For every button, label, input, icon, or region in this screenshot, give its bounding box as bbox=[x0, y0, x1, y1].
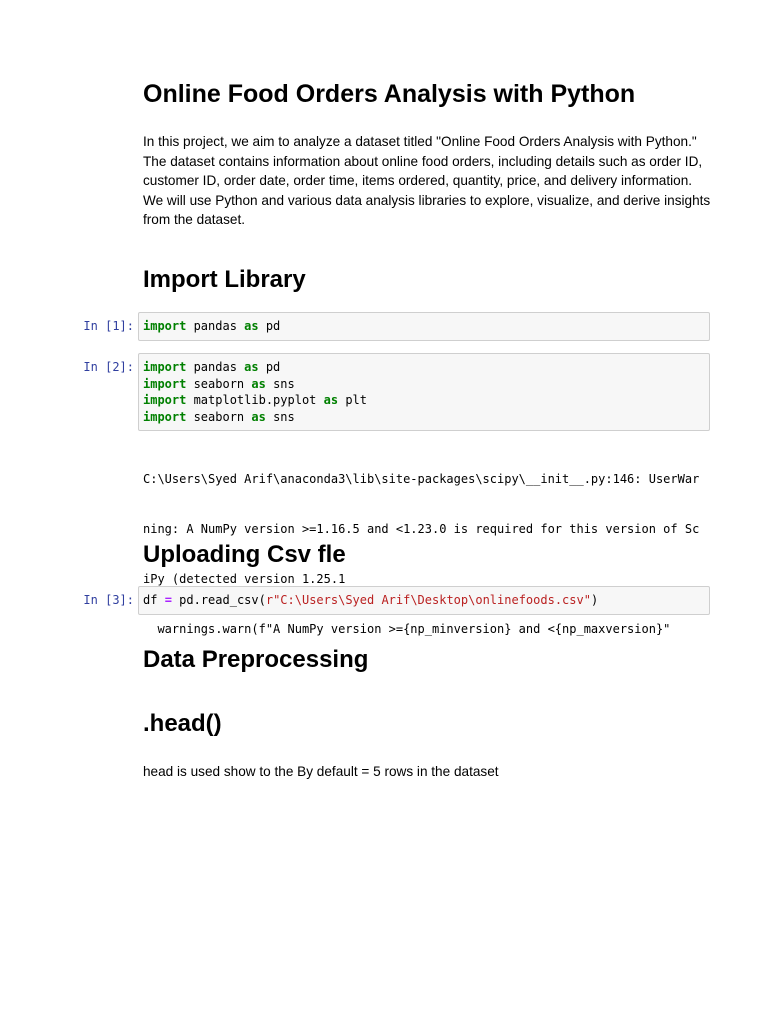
code-text: df bbox=[143, 593, 165, 607]
code-line bbox=[143, 392, 705, 409]
keyword: import bbox=[143, 319, 187, 333]
keyword: import bbox=[143, 360, 187, 374]
code-text: sns bbox=[265, 376, 295, 391]
code-line bbox=[143, 376, 705, 393]
code-text: seaborn bbox=[186, 409, 252, 424]
code-cell-1[interactable] bbox=[138, 312, 710, 341]
code-text: pandas bbox=[186, 319, 245, 333]
code-cell-2[interactable] bbox=[138, 353, 710, 431]
code-cell-3[interactable] bbox=[138, 586, 710, 615]
keyword: as bbox=[251, 409, 266, 424]
heading-data-preprocessing: Data Preprocessing bbox=[143, 646, 369, 673]
output-line: warnings.warn(f"A NumPy version >={np_minversion} and <{np_maxversion}" bbox=[143, 621, 671, 636]
code-text: seaborn bbox=[186, 376, 252, 391]
code-text: plt bbox=[338, 393, 367, 408]
code-text: pd bbox=[258, 360, 281, 374]
code-line bbox=[143, 318, 705, 335]
code-text: ) bbox=[590, 593, 599, 607]
code-line bbox=[143, 592, 705, 609]
keyword: as bbox=[251, 376, 266, 391]
operator: = bbox=[164, 593, 172, 607]
keyword: as bbox=[244, 319, 259, 333]
heading-import-library: Import Library bbox=[143, 266, 306, 293]
code-text: pandas bbox=[186, 360, 245, 374]
output-line: iPy (detected version 1.25.1 bbox=[143, 571, 346, 586]
code-line bbox=[143, 409, 705, 426]
code-text: matplotlib.pyplot bbox=[186, 393, 324, 408]
intro-paragraph: In this project, we aim to analyze a dataset titled "Online Food Orders Analysis with Python." The dataset contains information about online food orders, including details such as order ID, customer ID, order date, order time, items ordered, quantity, price, and delivery information. We will use Python and various data analysis libraries to explore, visualize, and derive insights from the dataset. bbox=[143, 134, 711, 228]
keyword: as bbox=[323, 393, 339, 408]
output-line: C:\Users\Syed Arif\anaconda3\lib\site-packages\scipy\__init__.py:146: UserWar bbox=[143, 472, 700, 487]
code-text: sns bbox=[265, 409, 295, 424]
cell2-prompt: In [2]: bbox=[83, 360, 134, 374]
head-description: head is used show to the By default = 5 rows in the dataset bbox=[143, 764, 499, 779]
cell3-prompt: In [3]: bbox=[83, 593, 134, 607]
keyword: as bbox=[244, 360, 259, 374]
code-line bbox=[143, 359, 705, 376]
page-title: Online Food Orders Analysis with Python bbox=[143, 80, 636, 108]
code-text: pd.read_csv( bbox=[171, 593, 266, 607]
string-literal: r"C:\Users\Syed Arif\Desktop\onlinefoods.csv" bbox=[265, 593, 591, 607]
heading-head: .head() bbox=[143, 710, 222, 737]
keyword: import bbox=[143, 393, 187, 408]
output-line: ning: A NumPy version >=1.16.5 and <1.23.0 is required for this version of Sc bbox=[143, 521, 700, 536]
heading-uploading-csv: Uploading Csv fle bbox=[143, 541, 346, 568]
keyword: import bbox=[143, 409, 187, 424]
cell1-prompt: In [1]: bbox=[83, 319, 134, 333]
code-text: pd bbox=[258, 319, 281, 333]
keyword: import bbox=[143, 376, 187, 391]
